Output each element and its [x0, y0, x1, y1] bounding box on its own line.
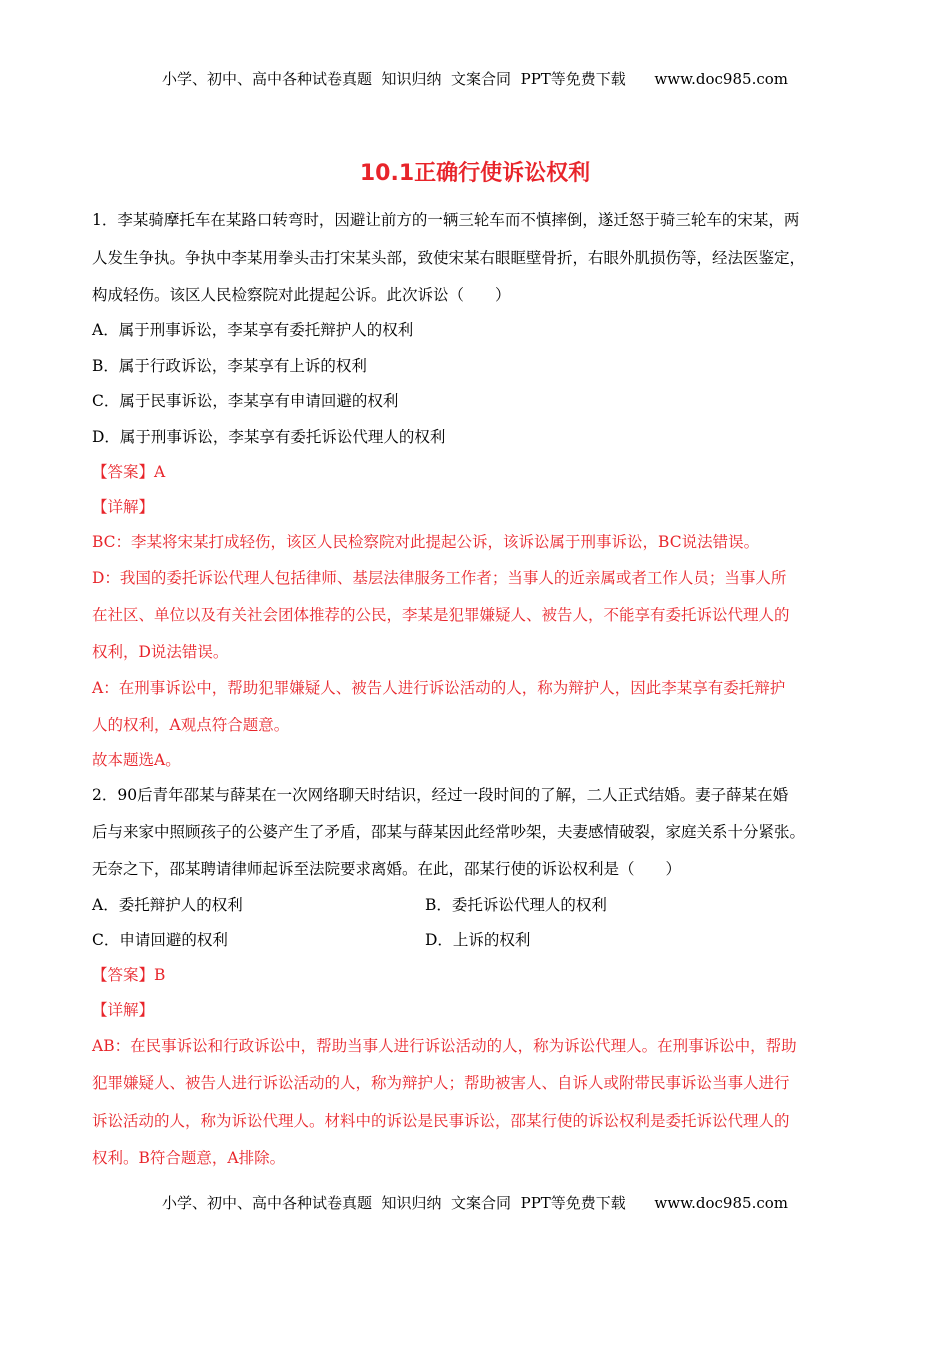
q1-stem-line-2: 人发生争执。争执中李某用拳头击打宋某头部，致使宋某右眼眶壁骨折，右眼外肌损伤等，经法医鉴定，	[92, 249, 806, 267]
q2-stem-line-2: 后与来家中照顾孩子的公婆产生了矛盾，邵某与薛某因此经常吵架，夫妻感情破裂，家庭关系十分紧张。	[92, 823, 806, 841]
q1-explanation-line-5: A：在刑事诉讼中，帮助犯罪嫌疑人、被告人进行诉讼活动的人，称为辩护人，因此李某享有委托辩护	[92, 679, 786, 697]
q1-answer-value: A	[154, 463, 166, 481]
q1-stem-line-3: 构成轻伤。该区人民检察院对此提起公诉。此次诉讼（ ）	[92, 286, 511, 304]
q1-option-a: A．属于刑事诉讼，李某享有委托辩护人的权利	[92, 321, 414, 339]
q2-answer-label: 【答案】	[92, 966, 155, 984]
q1-option-c: C．属于民事诉讼，李某享有申请回避的权利	[92, 392, 399, 410]
q1-answer-label: 【答案】	[92, 463, 155, 481]
q1-explanation-line-3: 在社区、单位以及有关社会团体推荐的公民，李某是犯罪嫌疑人、被告人，不能享有委托诉讼代理人的	[92, 606, 790, 624]
q2-explanation-line-3: 诉讼活动的人，称为诉讼代理人。材料中的诉讼是民事诉讼，邵某行使的诉讼权利是委托诉讼代理人的	[92, 1112, 790, 1130]
q2-detail-label: 【详解】	[92, 1001, 155, 1019]
q1-explanation-line-6: 人的权利，A观点符合题意。	[92, 716, 290, 734]
q2-answer	[92, 965, 165, 985]
q1-option-b: B．属于行政诉讼，李某享有上诉的权利	[92, 357, 367, 375]
q1-explanation-line-2: D：我国的委托诉讼代理人包括律师、基层法律服务工作者；当事人的近亲属或者工作人员；当事人所	[92, 569, 787, 587]
q1-explanation-line-1: BC：李某将宋某打成轻伤，该区人民检察院对此提起公诉，该诉讼属于刑事诉讼，BC说法错误。	[92, 533, 760, 551]
q2-option-c: C．申请回避的权利	[92, 931, 228, 949]
q1-detail-label: 【详解】	[92, 498, 155, 516]
page-header: 小学、初中、高中各种试卷真题 知识归纳 文案合同 PPT等免费下载 www.doc985.com	[161, 70, 788, 88]
q2-answer-value: B	[154, 966, 166, 984]
q1-stem-line-1: 1．李某骑摩托车在某路口转弯时，因避让前方的一辆三轮车而不慎摔倒，遂迁怒于骑三轮车的宋某，两	[92, 211, 800, 229]
page-title: 10.1正确行使诉讼权利	[359, 161, 591, 186]
q2-explanation-line-1: AB：在民事诉讼和行政诉讼中，帮助当事人进行诉讼活动的人，称为诉讼代理人。在刑事诉讼中，帮助	[92, 1037, 797, 1055]
q1-option-d: D．属于刑事诉讼，李某享有委托诉讼代理人的权利	[92, 428, 446, 446]
q2-option-b: B．委托诉讼代理人的权利	[425, 896, 607, 914]
q1-explanation-line-4: 权利，D说法错误。	[92, 643, 229, 661]
q2-explanation-line-2: 犯罪嫌疑人、被告人进行诉讼活动的人，称为辩护人；帮助被害人、自诉人或附带民事诉讼当事人进行	[92, 1074, 790, 1092]
q2-explanation-line-4: 权利。B符合题意，A排除。	[92, 1149, 286, 1167]
q2-stem-line-3: 无奈之下，邵某聘请律师起诉至法院要求离婚。在此，邵某行使的诉讼权利是（ ）	[92, 860, 682, 878]
q2-option-d: D．上诉的权利	[425, 931, 531, 949]
page-footer: 小学、初中、高中各种试卷真题 知识归纳 文案合同 PPT等免费下载 www.doc985.com	[161, 1194, 788, 1212]
q1-conclusion: 故本题选A。	[92, 751, 181, 769]
q2-stem-line-1: 2．90后青年邵某与薛某在一次网络聊天时结识，经过一段时间的了解，二人正式结婚。妻子薛某在婚	[92, 786, 789, 804]
q2-option-a: A．委托辩护人的权利	[92, 896, 243, 914]
q1-answer	[92, 462, 165, 482]
